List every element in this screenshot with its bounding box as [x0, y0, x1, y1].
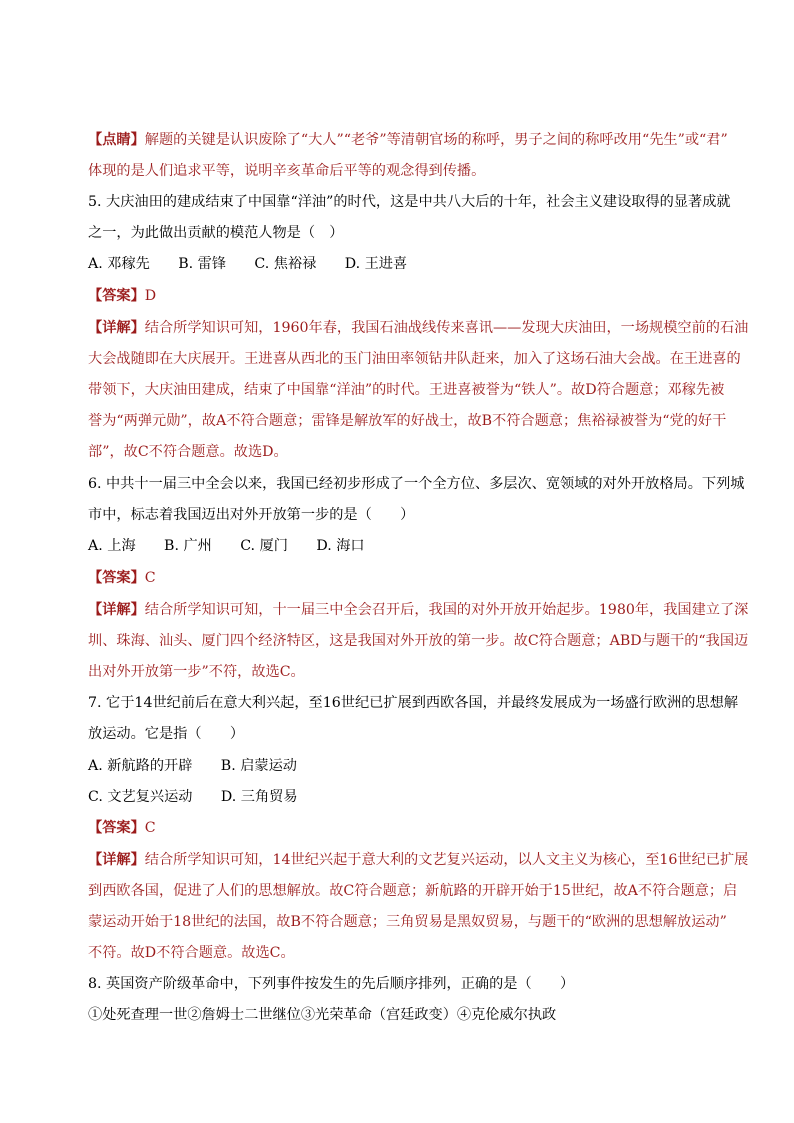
text-line: 带领下，大庆油田建成，结束了中国靠“洋油”的时代。王进喜被誉为“铁人”。故D符合题意；邓稼先被	[88, 382, 725, 398]
text-line: 誉为“两弹元勋”，故A不符合题意；雷锋是解放军的好战士，故B不符合题意；焦裕禄被誉为“党的好干	[88, 413, 727, 429]
tip-tag: 【点睛】	[88, 132, 145, 148]
text-line	[88, 318, 748, 338]
options-line: C. 文艺复兴运动 D. 三角贸易	[88, 789, 298, 805]
explanation-tag: 【详解】	[88, 852, 145, 868]
text-line: ①处死查理一世②詹姆士二世继位③光荣革命（宫廷政变）④克伦威尔执政	[88, 1007, 557, 1023]
options-line: A. 邓稼先 B. 雷锋 C. 焦裕禄 D. 王进喜	[88, 256, 408, 272]
question-6-text: 6. 中共十一届三中全会以来，我国已经初步形成了一个全方位、多层次、宽领域的对外开放格局。下列城	[88, 476, 745, 492]
question-8-text: 8. 英国资产阶级革命中，下列事件按发生的先后顺序排列，正确的是（ ）	[88, 976, 575, 992]
answer-line	[88, 568, 156, 588]
text-line: 到西欧各国，促进了人们的思想解放。故C符合题意；新航路的开辟开始于15世纪，故A不符合题意；启	[88, 883, 738, 899]
answer-tag: 【答案】	[88, 820, 145, 836]
explanation-tag: 【详解】	[88, 602, 145, 618]
answer-value: C	[144, 820, 156, 836]
text-line: 圳、珠海、汕头、厦门四个经济特区，这是我国对外开放的第一步。故C符合题意；ABD与题干的“我国迈	[88, 633, 749, 649]
answer-line	[88, 818, 156, 838]
answer-value: D	[144, 288, 157, 304]
explanation-tag: 【详解】	[88, 320, 145, 336]
answer-line	[88, 286, 156, 306]
options-line: A. 上海 B. 广州 C. 厦门 D. 海口	[88, 538, 365, 554]
text-line: 蒙运动开始于18世纪的法国，故B不符合题意；三角贸易是黑奴贸易，与题干的“欧洲的思想解放运动”	[88, 914, 727, 930]
question-5-text: 5. 大庆油田的建成结束了中国靠“洋油”的时代，这是中共八大后的十年，社会主义建设取得的显著成就	[88, 194, 731, 210]
answer-value: C	[144, 570, 156, 586]
text-line: 不符。故D不符合题意。故选C。	[88, 945, 295, 961]
line-text: 解题的关键是认识废除了“大人”“老爷”等清朝官场的称呼，男子之间的称呼改用“先生”或“君”	[144, 132, 728, 148]
text-line: 部”，故C不符合题意。故选D。	[88, 444, 288, 460]
text-line	[88, 600, 748, 620]
options-line: A. 新航路的开辟 B. 启蒙运动	[88, 758, 297, 774]
text-line: 体现的是人们追求平等，说明辛亥革命后平等的观念得到传播。	[88, 163, 486, 179]
line-text: 结合所学知识可知，十一届三中全会召开后，我国的对外开放开始起步。1980年，我国建立了深	[144, 602, 749, 618]
text-line: 大会战随即在大庆展开。王进喜从西北的玉门油田率领钻井队赶来，加入了这场石油大会战。在王进喜的	[88, 351, 741, 367]
question-7-text: 7. 它于14世纪前后在意大利兴起，至16世纪已扩展到西欧各国，并最终发展成为一场盛行欧洲的思想解	[88, 695, 739, 711]
text-line: 出对外开放第一步”不符，故选C。	[88, 664, 305, 680]
text-line: 放运动。它是指（ ）	[88, 726, 245, 742]
text-line	[88, 130, 728, 150]
line-text: 结合所学知识可知，14世纪兴起于意大利的文艺复兴运动，以人文主义为核心，至16世纪已扩展	[144, 852, 749, 868]
text-line: 市中，标志着我国迈出对外开放第一步的是（ ）	[88, 507, 415, 523]
text-line: 之一，为此做出贡献的模范人物是（ ）	[88, 225, 344, 241]
line-text: 结合所学知识可知，1960年春，我国石油战线传来喜讯——发现大庆油田，一场规模空前的石油	[144, 320, 749, 336]
answer-tag: 【答案】	[88, 570, 145, 586]
answer-tag: 【答案】	[88, 288, 145, 304]
text-line	[88, 850, 748, 870]
